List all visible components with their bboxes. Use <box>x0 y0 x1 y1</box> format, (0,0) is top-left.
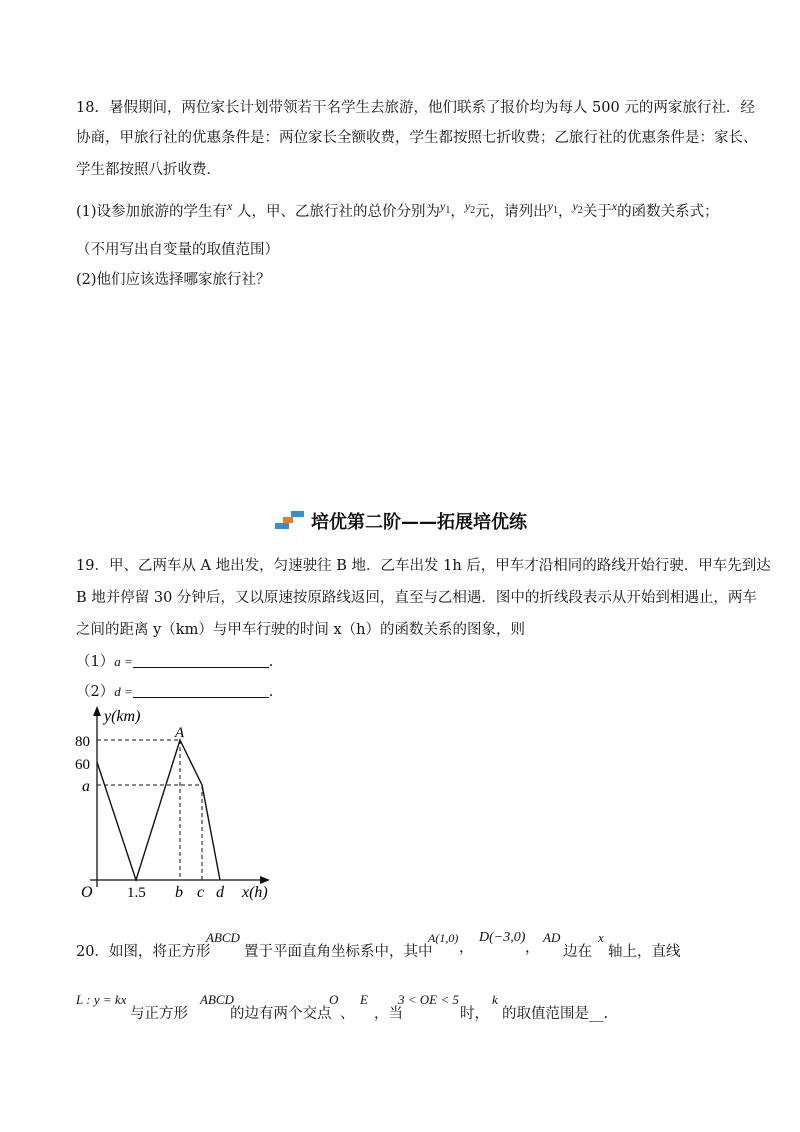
q20-comma-2: ， <box>525 940 540 956</box>
q18-part-1-b: 人，甲、乙旅行社的总价分别为 <box>232 204 440 220</box>
y-tick-80: 80 <box>75 734 90 750</box>
q19-blank-1-label: （1） <box>76 654 115 670</box>
var-y1 <box>439 199 451 216</box>
q20-axis: 轴上，直线 <box>608 944 681 960</box>
var-y2-sub: 2 <box>470 205 476 216</box>
q19-blank-2-period: . <box>268 684 274 700</box>
x-tick-c: c <box>197 884 205 901</box>
q20-shi: 时， <box>460 1006 489 1022</box>
q19-blank-2 <box>76 682 273 702</box>
q20-place: 置于平面直角坐标系中，其中 <box>244 944 433 960</box>
q18-part-1-comma: ， <box>450 204 465 220</box>
var-y1-sub: 1 <box>445 205 451 216</box>
var-y1-y: y <box>439 199 446 213</box>
y-tick-a: a <box>82 778 90 795</box>
q20-abcd: ABCD <box>206 930 240 945</box>
q18-part-1-comma2: ， <box>557 204 573 220</box>
answer-blank-d[interactable] <box>133 683 269 698</box>
q18-part-1-d: 关于 <box>582 204 612 220</box>
q20-range: 的取值范围是__. <box>502 1006 609 1022</box>
section-logo-icon <box>273 510 307 532</box>
q18-line-1: 18．暑假期间，两位家长计划带领若干名学生去旅游，他们联系了报价均为每人 500 元的两家旅行社．经 <box>76 100 755 116</box>
var-y1b-sub: 1 <box>552 205 558 216</box>
q20-point-d: D(−3,0) <box>479 930 526 945</box>
q19-line-2: B 地并停留 30 分钟后，又以原速按原路线返回，直至与乙相遇．图中的折线段表示从开始到相遇止，两车 <box>76 590 757 606</box>
y-axis-arrow-icon <box>93 706 101 716</box>
q20-comma-1: ， <box>459 940 474 956</box>
q19-line-3: 之间的距离 y（km）与甲车行驶的时间 x（h）的函数关系的图象，则 <box>76 622 525 638</box>
q20-abcd-2: ABCD <box>200 992 234 1007</box>
q20-dun: 、 <box>340 1006 355 1022</box>
origin-label: O <box>81 884 93 901</box>
q20-with: 与正方形 <box>130 1006 188 1022</box>
answer-blank-a[interactable] <box>133 653 269 668</box>
y-tick-60: 60 <box>75 757 90 773</box>
q20-x: x <box>598 930 604 945</box>
section-title-text: 培优第二阶——拓展培优练 <box>311 512 527 533</box>
point-label-a: A <box>175 725 185 741</box>
q18-part-1-c: 元，请列出 <box>475 204 548 220</box>
q19-blank-1 <box>76 652 273 672</box>
q20-point-a: A(1,0) <box>428 931 459 945</box>
x-tick-d: d <box>216 884 224 901</box>
var-y2 <box>464 199 476 216</box>
var-x: x <box>227 199 233 213</box>
q18-part-1 <box>76 199 719 227</box>
q20-k: k <box>492 992 498 1007</box>
q18-part-2: (2)他们应该选择哪家旅行社？ <box>76 272 271 288</box>
var-x2: x <box>611 199 618 213</box>
q19-line-1: 19．甲、乙两车从 A 地出发，匀速驶往 B 地．乙车出发 1h 后，甲车才沿相同的路线开始行驶．甲车先到达 <box>76 558 771 574</box>
q18-line-3: 学生都按照八折收费． <box>76 162 221 178</box>
distance-time-graph <box>70 705 290 905</box>
x-axis-arrow-icon <box>260 876 270 884</box>
q20-line-l: L : y = kx <box>76 992 127 1007</box>
x-axis-label: x(h) <box>242 884 268 901</box>
q18-line-2: 协商，甲旅行社的优惠条件是：两位家长全额收费，学生都按照七折收费；乙旅行社的优惠条件是：家长、 <box>76 130 758 146</box>
q20-inequality: 3 < OE < 5 <box>398 992 459 1007</box>
q20-edges: 的边有两个交点 <box>230 1006 332 1022</box>
var-y2b <box>572 199 583 216</box>
q20-o: O <box>329 992 339 1007</box>
q20-ad: AD <box>543 930 561 945</box>
var-y2b-y: y <box>572 199 578 213</box>
var-y2b-sub: 2 <box>577 205 583 216</box>
q20-on-axis: 边在 <box>563 944 592 960</box>
x-tick-b: b <box>175 884 183 901</box>
x-tick-1-5: 1.5 <box>127 885 146 901</box>
y-axis-label: y(km) <box>104 708 141 725</box>
var-y2-y: y <box>464 199 471 213</box>
q19-blank-2-var: d = <box>114 684 133 699</box>
q20-when: ，当 <box>374 1006 403 1022</box>
section-title <box>0 508 800 534</box>
var-y1b-y: y <box>547 199 553 213</box>
q19-blank-1-period: . <box>268 654 274 670</box>
var-y1b <box>547 199 558 216</box>
q18-note: （不用写出自变量的取值范围） <box>76 242 279 258</box>
q18-part-1-a: (1)设参加旅游的学生有 <box>76 204 228 220</box>
q18-part-1-e: 的函数关系式； <box>617 204 719 220</box>
q19-blank-2-label: （2） <box>76 684 115 700</box>
q20-number: 20．如图，将正方形 <box>76 944 211 960</box>
q20-e: E <box>360 992 368 1007</box>
q19-blank-1-var: a = <box>114 654 133 669</box>
